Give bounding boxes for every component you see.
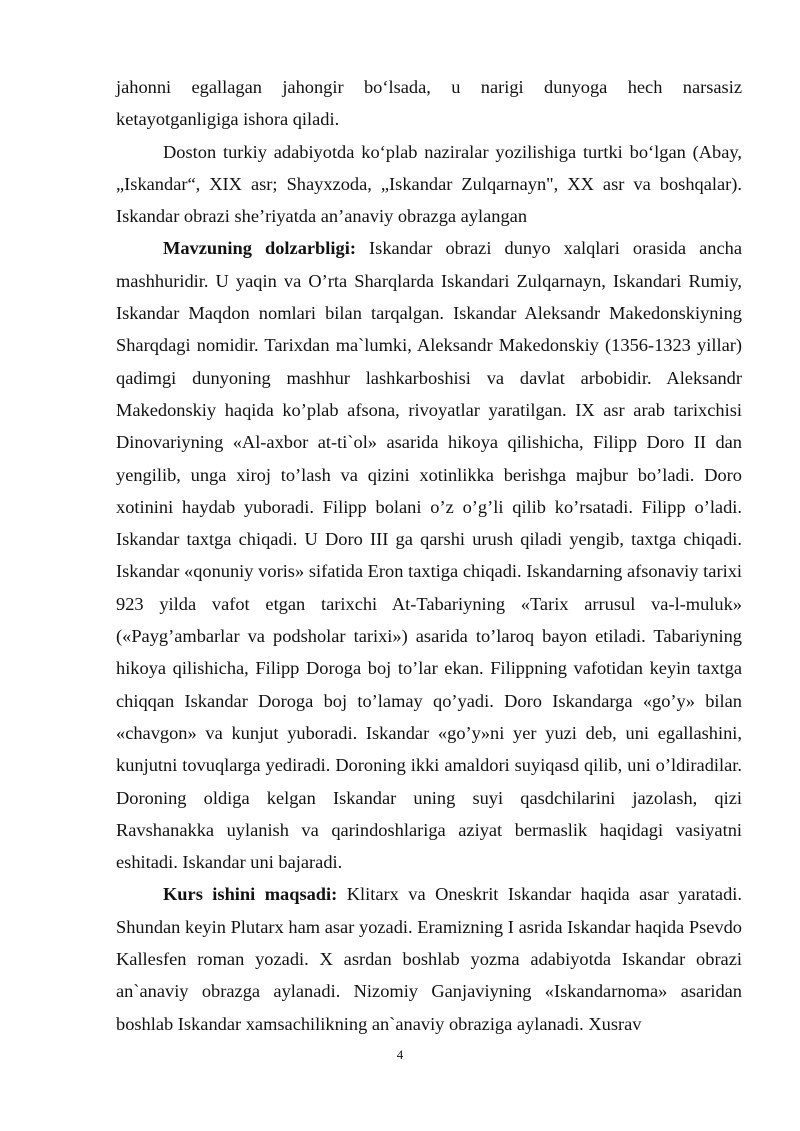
paragraph-1	[116, 71, 742, 136]
paragraph-1-text: jahonni egallagan jahongir bo‘lsada, u narigi dunyoga hech narsasiz ketayotganligiga ishora qiladi.	[116, 77, 742, 130]
document-page	[116, 71, 742, 1040]
paragraph-goal	[116, 878, 742, 1039]
page-number: 4	[396, 1047, 404, 1062]
relevance-text: Iskandar obrazi dunyo xalqlari orasida ancha mashhuridir. U yaqin va O’rta Sharqlarda Iskandari Zulqarnayn, Iskandari Rumiy, Iskandar Maqdon nomlari bilan tarqalgan. Iskandar Aleksandr Makedonskiyning Sharqdagi nomidir. Tarixdan ma`lumki, Aleksandr Makedonskiy (1356-1323 yillar) qadimgi dunyoning mashhur lashkarboshisi va davlat arbobidir. Aleksandr Makedonskiy haqida ko’plab afsona, rivoyatlar yaratilgan. IX asr arab tarixchisi Dinovariyning «Al-axbor at-ti`ol» asarida hikoya qilishicha, Filipp Doro II dan yengilib, unga xiroj to’lash va qizini xotinlikka berishga majbur bo’ladi. Doro xotinini haydab yuboradi. Filipp bolani o’z o’g’li qilib ko’rsatadi. Filipp o’ladi. Iskandar taxtga chiqadi. U Doro III ga qarshi urush qiladi yengib, taxtga chiqadi. Iskandar «qonuniy voris» sifatida Eron taxtiga chiqadi. Iskandarning afsonaviy tarixi 923 yilda vafot etgan tarixchi At-Tabariyning «Tarix arrusul va-l-muluk» («Payg’ambarlar va podsholar tarixi») asarida to’laroq bayon etiladi. Tabariyning hikoya qilishicha, Filipp Doroga boj to’lar ekan. Filippning vafotidan keyin taxtga chiqqan Iskandar Doroga boj to’lamay qo’yadi. Doro Iskandarga «go’y» bilan «chavgon» va kunjut yuboradi. Iskandar «go’y»ni yer yuzi deb, uni egallashini, kunjutni tovuqlarga yediradi. Doroning ikki amaldori suyiqasd qilib, uni o’ldiradilar. Doroning oldiga kelgan Iskandar uning suyi qasdchilarini jazolash, qizi Ravshanakka uylanish va qarindoshlariga aziyat bermaslik haqidagi vasiyatni eshitadi. Iskandar uni bajaradi.	[116, 238, 743, 873]
relevance-heading: Mavzuning dolzarbligi:	[163, 238, 356, 259]
paragraph-2-text: Doston turkiy adabiyotda ko‘plab naziralar yozilishiga turtki bo‘lgan (Abay, „Iskandar“, XIX asr; Shayxzoda, „Iskandar Zulqarnayn", XX asr va boshqalar). Iskandar obrazi she’riyatda an’anaviy obrazga aylangan	[116, 141, 742, 227]
goal-heading: Kurs ishini maqsadi:	[163, 884, 338, 905]
paragraph-relevance	[116, 232, 742, 878]
goal-text: Klitarx va Oneskrit Iskandar haqida asar yaratadi. Shundan keyin Plutarx ham asar yozadi. Eramizning I asrida Iskandar haqida Psevdo Kallesfen roman yozadi. X asrdan boshlab yozma adabiyotda Iskandar obrazi an`anaviy obrazga aylanadi. Nizomiy Ganjaviyning «Iskandarnoma» asaridan boshlab Iskandar xamsachilikning an`anaviy obraziga aylanadi. Xusrav	[116, 884, 743, 1034]
paragraph-2	[116, 136, 742, 233]
